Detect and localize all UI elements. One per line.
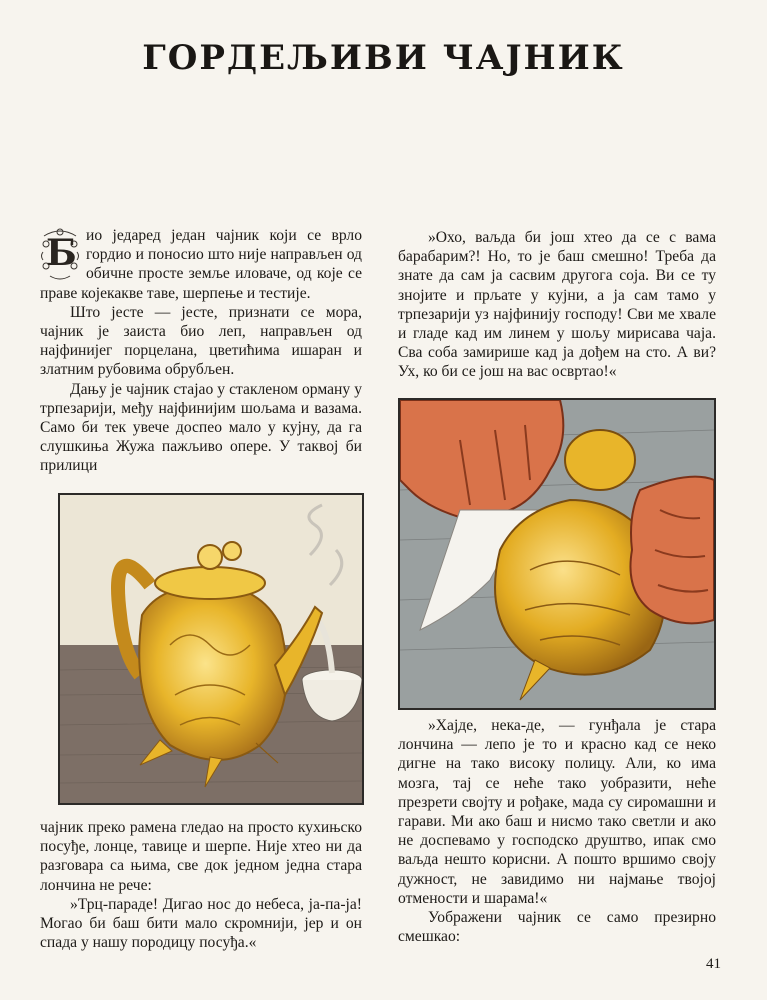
paragraph: Уображени чајник се само презирно смешкао: bbox=[398, 909, 716, 946]
right-column-top bbox=[398, 228, 716, 382]
paragraph: чајник преко рамена гледао на просто кухињско посуђе, лонце, тавице и шерпе. Није хтео ни да разговара са њима, све док једном једна стара лончина не рече: bbox=[40, 819, 362, 894]
left-column-top bbox=[40, 226, 362, 476]
page-number: 41 bbox=[706, 956, 721, 972]
left-column-bottom bbox=[40, 818, 362, 952]
paragraph: »Трц-параде! Дигао нос до небеса, ја-па-ја! Могао би баш бити мало скромнији, јер и он спада у нашу породицу посуђа.« bbox=[40, 895, 362, 952]
paragraph: ио једаред један чајник који се врло гордио и поносио што није направљен од обичне просте земље иловаче, од које се праве којекакве таве, шерпење и тестије. bbox=[40, 227, 362, 302]
page-title: ГОРДЕЉИВИ ЧАЈНИК bbox=[142, 38, 625, 78]
drop-cap-letter: Б bbox=[46, 232, 77, 274]
drop-cap bbox=[40, 226, 80, 282]
illustration-hands-teapot bbox=[398, 398, 716, 710]
hands-icon bbox=[400, 400, 714, 708]
paragraph: Дању је чајник стајао у стакленом орману у трпезарији, међу најфинијим шољама и вазама. Само би тек увече доспео мало у кујну, да га слушкиња Жужа пажљиво опере. У таквој би прилици bbox=[40, 380, 362, 475]
illustration-teapot bbox=[58, 493, 364, 805]
paragraph: Што јесте — јесте, признати се мора, чајник је заиста био леп, направљен од најфинијег порцелана, цветићима ишаран и златним рубовима обрубљен. bbox=[40, 303, 362, 379]
teapot-icon bbox=[60, 495, 362, 803]
right-column-bottom bbox=[398, 716, 716, 946]
paragraph: »Охо, ваљда би још хтео да се с вама барабарим?! Но, то је баш смешно! Треба да знате да сам ја сасвим другога соја. Ви се ту знојите и прљате у кујни, а ја сам тамо у трпезарији уз најфинију господу! Сви ме хвале и гладе кад им линем у шољу мирисава чаја. Сва соба замирише кад ја дођем на сто. А ви? Ух, ко би се још на вас освртао!« bbox=[398, 229, 716, 381]
paragraph: »Хајде, нека-де, — гунђала је стара лончина — лепо је то и красно кад се неко дигне на тако високу полицу. Али, ко има мозга, тај се неће тако уобразити, неће презрети својту и рођаке, мада су сиромашни и гарави. Ми ако баш и нисмо тако светли и ако не доспевамо у господско друштво, ипак смо ваљда нешто корисни. А пошто вршимо своју дужност, не завидимо ни најмање твојој отмености и шарама!« bbox=[398, 717, 716, 907]
